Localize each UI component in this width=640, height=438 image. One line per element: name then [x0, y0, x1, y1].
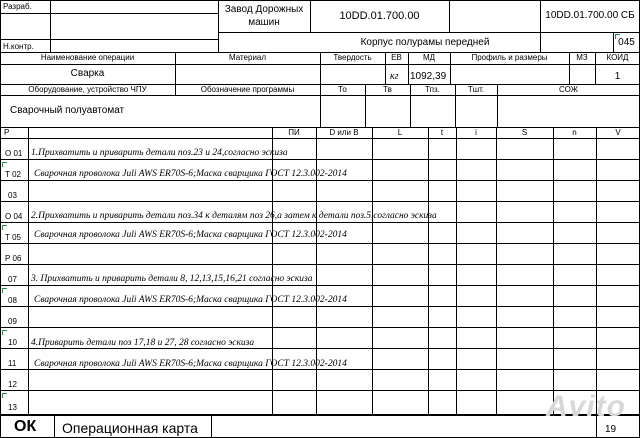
equipment-value: Сварочный полуавтомат [10, 105, 125, 116]
material-label: Материал [228, 53, 267, 62]
col-pi: ПИ [288, 128, 300, 137]
md-label: МД [422, 53, 436, 62]
equipment-label: Оборудование, устройство ЧПУ [28, 85, 147, 94]
row-text: 4.Приварить детали поз 17,18 и 27, 28 согласно эскиза [31, 338, 255, 348]
col-v: V [615, 128, 621, 137]
operation-name: Сварка [70, 68, 105, 79]
unit: кг [390, 71, 399, 82]
watermark-logo: Avito [546, 390, 626, 423]
row-text: 1.Прихватить и приварить детали поз.23 и 24,согласно эскиза [31, 148, 288, 158]
form-code: ОК [14, 418, 37, 435]
row-text: 2.Прихватить и приварить детали поз.34 к деталям поз 26,а затем к детали поз.5,согласно эскиза [31, 211, 437, 221]
tpz-label: Тпз. [425, 85, 440, 94]
col-s: S [521, 128, 528, 137]
row-code: Т 05 [5, 233, 22, 242]
row-code: 11 [8, 359, 17, 368]
doc-code: 10DD.01.700.00 [339, 10, 420, 22]
operation-name-label: Наименование операции [40, 53, 135, 62]
row-code: О 04 [5, 212, 23, 221]
row-text: Сварочная проволока Juli AWS ER70S-6;Маска сварщика ГОСТ 12.3.002-2014 [34, 230, 347, 240]
operation-number: 045 [618, 37, 635, 48]
row-code: 08 [8, 296, 17, 305]
row-text: 3. Прихватить и приварить детали 8, 12,13,15,16,21 согласно эскиза [31, 274, 313, 284]
col-n: n [572, 128, 577, 137]
row-code: 07 [8, 275, 17, 284]
row-code: О 01 [5, 149, 23, 158]
row-code: 03 [8, 191, 17, 200]
row-code: 10 [8, 338, 17, 347]
plant-name-line2: машин [248, 17, 280, 28]
row-code: Р 06 [5, 254, 22, 263]
row-text: Сварочная проволока Juli AWS ER70S-6;Маска сварщика ГОСТ 12.3.002-2014 [34, 359, 347, 369]
row-code: 12 [8, 380, 17, 389]
koid-value: 1 [614, 71, 621, 82]
form-name: Операционная карта [62, 420, 198, 436]
md-value: 1092,39 [410, 71, 447, 82]
tsht-label: Тшт. [467, 85, 485, 94]
plant-name-line1: Завод Дорожных [224, 4, 304, 15]
col-l: L [397, 128, 403, 137]
doc-code-assembly: 10DD.01.700.00 СБ [545, 10, 635, 21]
col-t: t [440, 128, 444, 137]
page-number: 19 [605, 424, 617, 435]
tv-label: Тв [383, 85, 392, 94]
row-text: Сварочная проволока Juli AWS ER70S-6;Маска сварщика ГОСТ 12.3.002-2014 [34, 169, 347, 179]
row-code: Т 02 [5, 170, 22, 179]
to-label: То [338, 85, 347, 94]
norm-control-label: Н.контр. [3, 42, 34, 51]
soz-label: СОЖ [558, 85, 579, 94]
col-p: Р [4, 128, 10, 137]
program-label: Обозначение программы [200, 85, 295, 94]
row-text: Сварочная проволока Juli AWS ER70S-6;Маска сварщика ГОСТ 12.3.002-2014 [34, 295, 347, 305]
col-i: i [475, 128, 477, 137]
developer-label: Разраб. [3, 2, 32, 11]
row-code: 13 [8, 403, 17, 412]
hardness-label: Твердость [333, 53, 372, 62]
profile-label: Профиль и размеры [471, 53, 548, 62]
col-d-or-v: D или В [329, 128, 359, 137]
row-code: 09 [8, 317, 17, 326]
ev-label: ЕВ [391, 53, 402, 62]
part-name: Корпус полурамы передней [360, 37, 490, 48]
koid-label: КОИД [606, 53, 629, 62]
mz-label: МЗ [576, 53, 588, 62]
